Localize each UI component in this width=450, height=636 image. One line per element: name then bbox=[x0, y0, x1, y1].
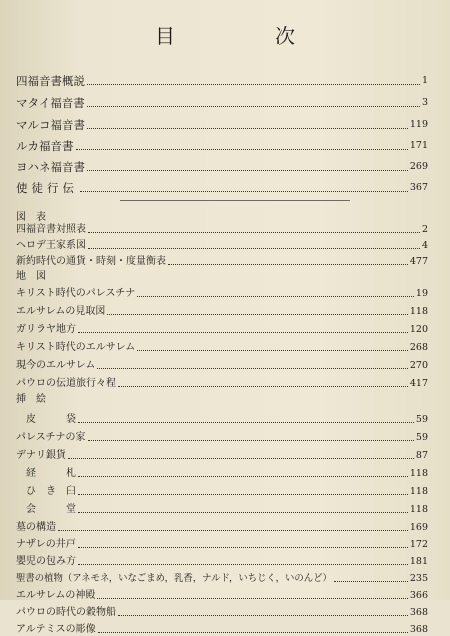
dot-leader bbox=[78, 547, 408, 548]
toc-entry[interactable] bbox=[16, 72, 428, 88]
toc-entry[interactable] bbox=[16, 254, 428, 268]
dot-leader bbox=[118, 386, 408, 387]
toc-entry[interactable] bbox=[16, 179, 428, 195]
toc-label: パウロの時代の穀物船 bbox=[16, 607, 116, 618]
toc-page: 172 bbox=[409, 539, 428, 550]
toc-page: 367 bbox=[409, 182, 428, 193]
toc-label: マタイ福音書 bbox=[16, 96, 85, 110]
toc-page: 87 bbox=[415, 450, 428, 461]
toc-label: 経 札 bbox=[26, 468, 76, 479]
toc-entry[interactable] bbox=[16, 605, 428, 619]
dot-leader bbox=[137, 296, 414, 297]
toc-page: 59 bbox=[415, 432, 428, 443]
toc-page: 118 bbox=[409, 504, 428, 515]
toc-entry[interactable] bbox=[16, 448, 428, 462]
dot-leader bbox=[168, 264, 408, 265]
toc-label: ナザレの井戸 bbox=[16, 539, 76, 550]
dot-leader bbox=[78, 332, 408, 333]
toc-page: 118 bbox=[409, 306, 428, 317]
toc-label: キリスト時代のエルサレム bbox=[16, 342, 136, 353]
toc-page: 368 bbox=[409, 624, 428, 635]
toc-label: 嬰児の包み方 bbox=[16, 556, 76, 567]
toc-entry[interactable] bbox=[16, 430, 428, 444]
dot-leader bbox=[78, 422, 414, 423]
toc-entry[interactable] bbox=[16, 466, 428, 480]
dot-leader bbox=[78, 476, 408, 477]
dot-leader bbox=[137, 350, 408, 351]
toc-entry[interactable] bbox=[16, 412, 428, 426]
toc-entry[interactable] bbox=[16, 238, 428, 252]
dot-leader bbox=[98, 632, 408, 633]
dot-leader bbox=[97, 598, 407, 599]
toc-entry[interactable] bbox=[16, 520, 428, 534]
toc-page: 368 bbox=[409, 607, 428, 618]
toc-entry[interactable] bbox=[16, 222, 428, 236]
toc-label: ルカ福音書 bbox=[16, 139, 74, 153]
toc-label: キリスト時代のパレスチナ bbox=[16, 288, 136, 299]
dot-leader bbox=[87, 84, 420, 85]
section-heading-zuhyo: 図 表 bbox=[16, 212, 46, 223]
dot-leader bbox=[78, 564, 408, 565]
toc-page: 235 bbox=[409, 573, 428, 584]
toc-page: 2 bbox=[421, 224, 428, 235]
toc-page: 171 bbox=[409, 140, 428, 151]
toc-label: パウロの伝道旅行々程 bbox=[16, 378, 116, 389]
toc-label: ガリラヤ地方 bbox=[16, 324, 76, 335]
dot-leader bbox=[87, 170, 408, 171]
toc-page: 1 bbox=[421, 75, 428, 86]
dot-leader bbox=[88, 232, 420, 233]
toc-entry[interactable] bbox=[16, 376, 428, 390]
toc-label: 皮 袋 bbox=[26, 414, 76, 425]
toc-entry[interactable] bbox=[16, 622, 428, 636]
dot-leader bbox=[118, 615, 408, 616]
toc-entry[interactable] bbox=[16, 304, 428, 318]
page-title: 目 次 bbox=[155, 24, 335, 48]
toc-label: 墓の構造 bbox=[16, 522, 56, 533]
toc-entry[interactable] bbox=[16, 286, 428, 300]
toc-page: 366 bbox=[409, 590, 428, 601]
toc-label: ひ き 臼 bbox=[26, 486, 76, 497]
section-heading-sashie: 挿 絵 bbox=[16, 394, 46, 405]
dot-leader bbox=[107, 314, 407, 315]
toc-entry[interactable] bbox=[16, 137, 428, 153]
dot-leader bbox=[334, 581, 408, 582]
toc-label: 四福音書概説 bbox=[16, 74, 85, 88]
toc-page: 270 bbox=[409, 360, 428, 371]
dot-leader bbox=[78, 512, 408, 513]
toc-entry[interactable] bbox=[16, 340, 428, 354]
dot-leader bbox=[68, 458, 414, 459]
toc-label: 聖書の植物（アネモネ，いなごまめ，乳香，ナルド，いちじく，いのんど） bbox=[16, 573, 332, 584]
toc-entry[interactable] bbox=[16, 358, 428, 372]
toc-label: 現今のエルサレム bbox=[16, 360, 96, 371]
dot-leader bbox=[76, 149, 408, 150]
dot-leader bbox=[88, 248, 420, 249]
toc-label: 新約時代の通貨・時刻・度量衡表 bbox=[16, 256, 166, 267]
toc-label: パレスチナの家 bbox=[16, 432, 86, 443]
toc-page: 118 bbox=[409, 486, 428, 497]
toc-page: 181 bbox=[409, 556, 428, 567]
toc-page: 120 bbox=[409, 324, 428, 335]
toc-entry[interactable] bbox=[16, 94, 428, 110]
dot-leader bbox=[87, 128, 408, 129]
toc-entry[interactable] bbox=[16, 158, 428, 174]
toc-entry[interactable] bbox=[16, 571, 428, 585]
dot-leader bbox=[58, 530, 408, 531]
dot-leader bbox=[80, 191, 408, 192]
toc-page: 118 bbox=[409, 468, 428, 479]
section-divider bbox=[120, 200, 350, 201]
toc-entry[interactable] bbox=[16, 554, 428, 568]
section-heading-chizu: 地 図 bbox=[16, 271, 46, 282]
toc-page: 59 bbox=[415, 414, 428, 425]
toc-page: 3 bbox=[421, 97, 428, 108]
toc-page: 268 bbox=[409, 342, 428, 353]
toc-entry[interactable] bbox=[16, 322, 428, 336]
toc-entry[interactable] bbox=[16, 502, 428, 516]
toc-label: ヨハネ福音書 bbox=[16, 160, 85, 174]
toc-label: デナリ銀貨 bbox=[16, 450, 66, 461]
toc-label: エルサレムの見取図 bbox=[16, 306, 106, 317]
toc-page: 477 bbox=[409, 256, 428, 267]
toc-label: 会 堂 bbox=[26, 504, 76, 515]
dot-leader bbox=[97, 368, 407, 369]
dot-leader bbox=[88, 440, 414, 441]
toc-label: アルテミスの彫像 bbox=[16, 624, 96, 635]
toc-label: 四福音書対照表 bbox=[16, 224, 86, 235]
toc-page: 119 bbox=[409, 119, 428, 130]
dot-leader bbox=[78, 494, 408, 495]
toc-label: マルコ福音書 bbox=[16, 118, 85, 132]
toc-entry[interactable] bbox=[16, 484, 428, 498]
toc-label: ヘロデ王家系図 bbox=[16, 240, 86, 251]
toc-page: 269 bbox=[409, 161, 428, 172]
toc-entry[interactable] bbox=[16, 537, 428, 551]
toc-page: 4 bbox=[421, 240, 428, 251]
toc-page: 169 bbox=[409, 522, 428, 533]
toc-label: 使徒行伝 bbox=[16, 181, 78, 195]
toc-label: エルサレムの神殿 bbox=[16, 590, 96, 601]
toc-page: 417 bbox=[409, 378, 428, 389]
toc-page: 19 bbox=[415, 288, 428, 299]
toc-entry[interactable] bbox=[16, 116, 428, 132]
dot-leader bbox=[87, 106, 420, 107]
